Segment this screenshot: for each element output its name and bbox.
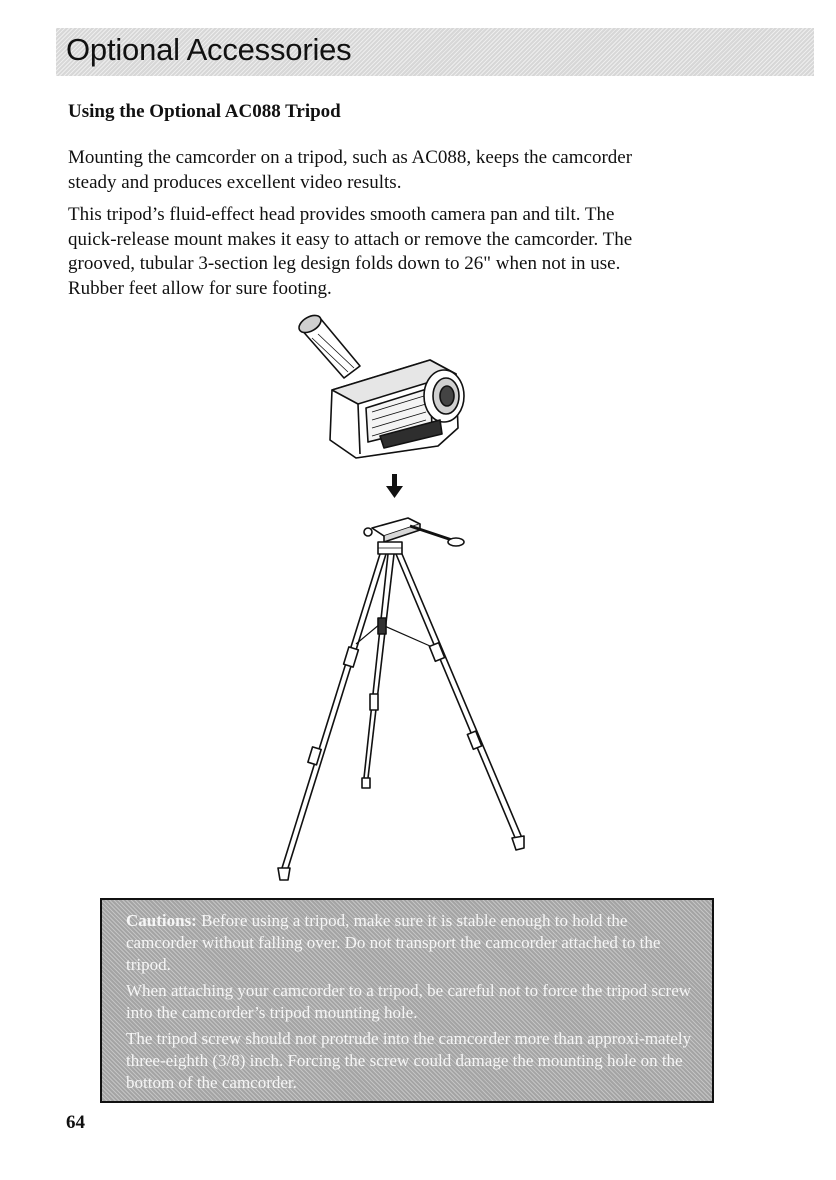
cautions-box — [100, 898, 714, 1103]
caution-text: Before using a tripod, make sure it is stable enough to hold the camcorder without falling over. Do not transport the camcorder attached to the tripod. — [126, 911, 661, 974]
down-arrow-icon — [386, 474, 403, 498]
caution-paragraph: The tripod screw should not protrude into the camcorder more than approxi-mately three-eighth (3/8) inch. Forcing the screw could damage the mounting hole on the bottom of the camcorder. — [126, 1029, 692, 1092]
page-title: Optional Accessories — [66, 32, 352, 67]
caution-paragraph — [126, 910, 698, 976]
camcorder-tripod-illustration — [260, 308, 540, 888]
features-paragraph: This tripod’s fluid-effect head provides smooth camera pan and tilt. The quick-release mount makes it easy to attach or remove the camcorder. The grooved, tubular 3-section leg design folds down to 26" when not in use. Rubber feet allow for sure footing. — [68, 204, 633, 299]
section-heading: Using the Optional AC088 Tripod — [68, 101, 341, 122]
caution-paragraph: When attaching your camcorder to a tripod, be careful not to force the tripod screw into the camcorder’s tripod mounting hole. — [126, 981, 692, 1022]
page-number: 64 — [66, 1112, 85, 1133]
tripod-drawing — [278, 518, 524, 880]
camcorder-drawing — [296, 312, 464, 458]
intro-paragraph: Mounting the camcorder on a tripod, such as AC088, keeps the camcorder steady and produces excellent video results. — [68, 147, 633, 193]
caution-label: Cautions: — [126, 911, 197, 930]
